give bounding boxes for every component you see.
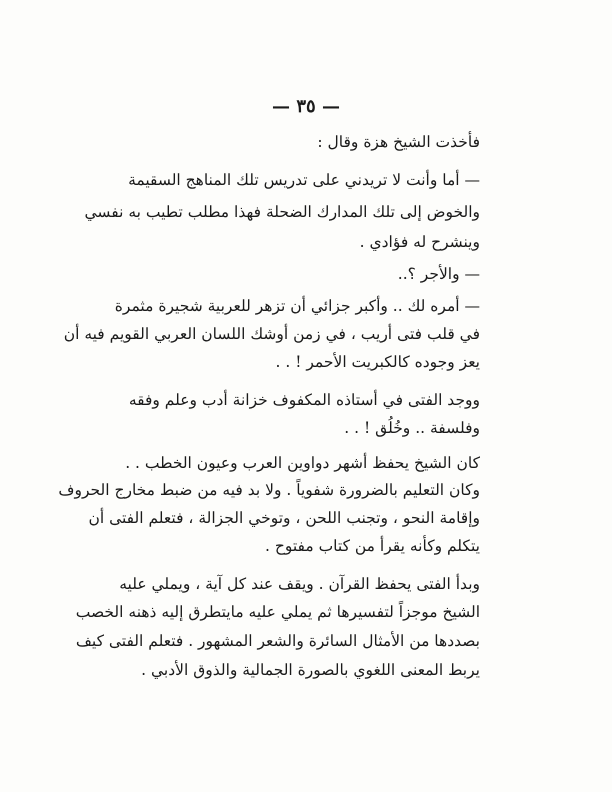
text-line: في قلب فتى أريب ، في زمن أوشك اللسان العربي القويم فيه أن bbox=[63, 325, 480, 343]
text-line: كان الشيخ يحفظ أشهر دواوين العرب وعيون الخطب . . bbox=[125, 454, 480, 472]
text-line: يتكلم وكأنه يقرأ من كتاب مفتوح . bbox=[264, 537, 480, 555]
text-line: الشيخ موجزاً لتفسيرها ثم يملي عليه مايتطرق إليه ذهنه الخصب bbox=[75, 603, 480, 621]
text-line: والخوض إلى تلك المدارك الضحلة فهذا مطلب تطيب به نفسي bbox=[84, 203, 480, 221]
text-line: بصددها من الأمثال السائرة والشعر المشهور . فتعلم الفتى كيف bbox=[75, 632, 480, 650]
text-line: يعز وجوده كالكبريت الأحمر ! . . bbox=[275, 353, 480, 371]
text-line: فأخذت الشيخ هزة وقال : bbox=[317, 133, 480, 151]
text-line: — أمره لك .. وأكبر جزائي أن تزهر للعربية شجيرة مثمرة bbox=[114, 297, 480, 315]
text-line: وإقامة النحو ، وتجنب اللحن ، وتوخي الجزالة ، فتعلم الفتى أن bbox=[88, 509, 480, 527]
text-line: — والأجر ؟.. bbox=[397, 265, 480, 283]
text-line: وفلسفة .. وخُلُق ! . . bbox=[344, 419, 480, 437]
page-number: — ٣٥ — bbox=[272, 96, 340, 117]
text-line: وكان التعليم بالضرورة شفوياً . ولا بد فيه من ضبط مخارج الحروف bbox=[58, 481, 480, 499]
text-line: يربط المعنى اللغوي بالصورة الجمالية والذوق الأدبي . bbox=[141, 661, 480, 679]
text-line: — أما وأنت لا تريدني على تدريس تلك المناهج السقيمة bbox=[128, 171, 480, 189]
text-line: ووجد الفتى في أستاذه المكفوف خزانة أدب وعلم وفقه bbox=[128, 391, 480, 409]
text-line: وبدأ الفتى يحفظ القرآن . ويقف عند كل آية ، ويملي عليه bbox=[119, 575, 480, 593]
text-line: وينشرح له فؤادي . bbox=[359, 233, 480, 251]
